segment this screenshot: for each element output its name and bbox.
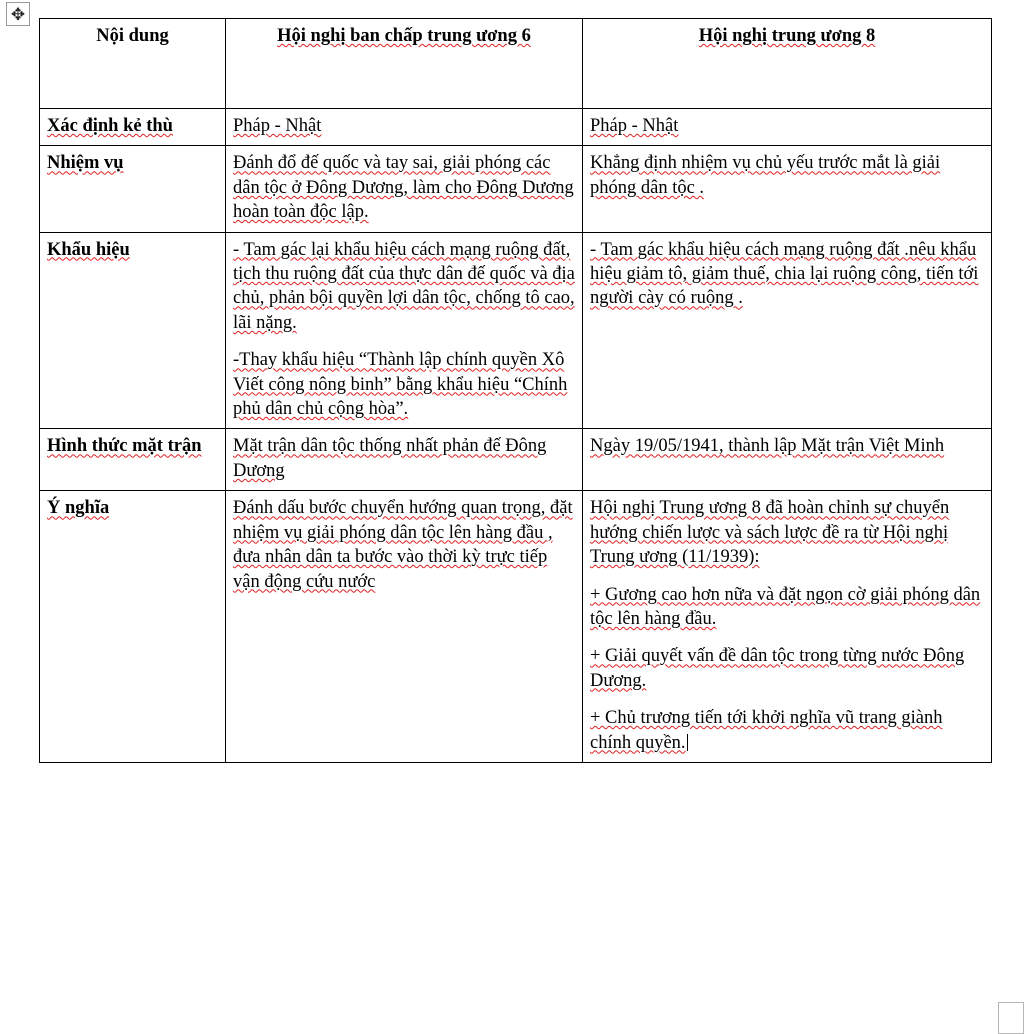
row-label-nhiem-vu	[40, 146, 226, 232]
cell-paragraph: + Giải quyết vấn đề dân tộc trong từng nước Đông Dương.	[590, 646, 965, 691]
cell-paragraph: Ngày 19/05/1941, thành lập Mặt trận Việt Minh	[590, 436, 945, 457]
cell-mat-tran-hn6	[226, 429, 583, 491]
text-caret	[687, 734, 688, 751]
table-header-cell-hoi-nghi-6	[226, 19, 583, 109]
cell-paragraph: - Tam gác lại khẩu hiệu cách mạng ruộng đất, tịch thu ruộng đất của thực dân đế quốc và địa chủ, phản bội quyền lợi dân tộc, chống tô cao, lãi nặng.	[233, 239, 575, 333]
table-row	[40, 109, 992, 146]
move-handle-icon: ✥	[10, 4, 26, 24]
row-label-khau-hieu	[40, 232, 226, 429]
table-row	[40, 146, 992, 232]
cell-paragraph: Pháp - Nhật	[233, 116, 322, 136]
cell-paragraph: - Tam gác khẩu hiệu cách mạng ruộng đất .nêu khẩu hiệu giảm tô, giảm thuế, chia lại ruộng công, tiến tới người cày có ruộng .	[590, 239, 979, 309]
cell-paragraph-with-caret	[590, 706, 984, 755]
cell-khau-hieu-hn6	[226, 232, 583, 429]
header-text: Hội nghị ban chấp trung ương 6	[277, 26, 531, 46]
cell-paragraph: -Thay khẩu hiệu “Thành lập chính quyền Xô Viết công nông binh” bằng khẩu hiệu “Chính phủ dân chủ cộng hòa”.	[233, 350, 568, 420]
row-label-ke-thu	[40, 109, 226, 146]
scroll-corner-box[interactable]	[998, 1002, 1024, 1034]
cell-khau-hieu-hn8	[583, 232, 992, 429]
cell-paragraph: Đánh đổ đế quốc và tay sai, giải phóng các dân tộc ở Đông Dương, làm cho Đông Dương hoàn toàn độc lập.	[233, 153, 574, 223]
row-label-text: Khẩu hiệu	[47, 239, 130, 260]
cell-paragraph: + Chủ trương tiến tới khởi nghĩa vũ trang giành chính quyền.	[590, 708, 943, 753]
cell-y-nghia-hn8	[583, 491, 992, 763]
row-label-mat-tran	[40, 429, 226, 491]
comparison-table	[39, 18, 992, 763]
cell-ke-thu-hn6	[226, 109, 583, 146]
table-header-cell-hoi-nghi-8	[583, 19, 992, 109]
cell-paragraph: Pháp - Nhật	[590, 116, 679, 136]
table-header-row	[40, 19, 992, 109]
cell-paragraph: Hội nghị Trung ương 8 đã hoàn chỉnh sự chuyển hướng chiến lược và sách lược đề ra từ Hội nghị Trung ương (11/1939):	[590, 498, 950, 568]
row-label-y-nghia	[40, 491, 226, 763]
cell-nhiem-vu-hn6	[226, 146, 583, 232]
header-text: Nội dung	[96, 26, 169, 46]
cell-paragraph: Mặt trận dân tộc thống nhất phản đế Đông Dương	[233, 436, 547, 481]
cell-mat-tran-hn8	[583, 429, 992, 491]
cell-paragraph: Đánh dấu bước chuyển hướng quan trọng, đặt nhiệm vụ giải phóng dân tộc lên hàng đầu , đưa nhân dân ta bước vào thời kỳ trực tiếp vận động cứu nước	[233, 498, 573, 592]
cell-ke-thu-hn8	[583, 109, 992, 146]
table-header-cell-noi-dung	[40, 19, 226, 109]
table-row	[40, 429, 992, 491]
table-row	[40, 491, 992, 763]
cell-y-nghia-hn6	[226, 491, 583, 763]
row-label-text: Hình thức mặt trận	[47, 436, 202, 457]
row-label-text: Ý nghĩa	[47, 498, 110, 519]
cell-paragraph: + Gương cao hơn nữa và đặt ngọn cờ giải phóng dân tộc lên hàng đầu.	[590, 584, 981, 629]
table-row	[40, 232, 992, 429]
cell-nhiem-vu-hn8	[583, 146, 992, 232]
row-label-text: Xác định kẻ thù	[47, 116, 173, 136]
cell-paragraph: Khẳng định nhiệm vụ chủ yếu trước mắt là giải phóng dân tộc .	[590, 153, 941, 198]
header-text: Hội nghị trung ương 8	[698, 26, 876, 46]
table-move-handle[interactable]	[6, 2, 30, 26]
row-label-text: Nhiệm vụ	[47, 153, 124, 174]
